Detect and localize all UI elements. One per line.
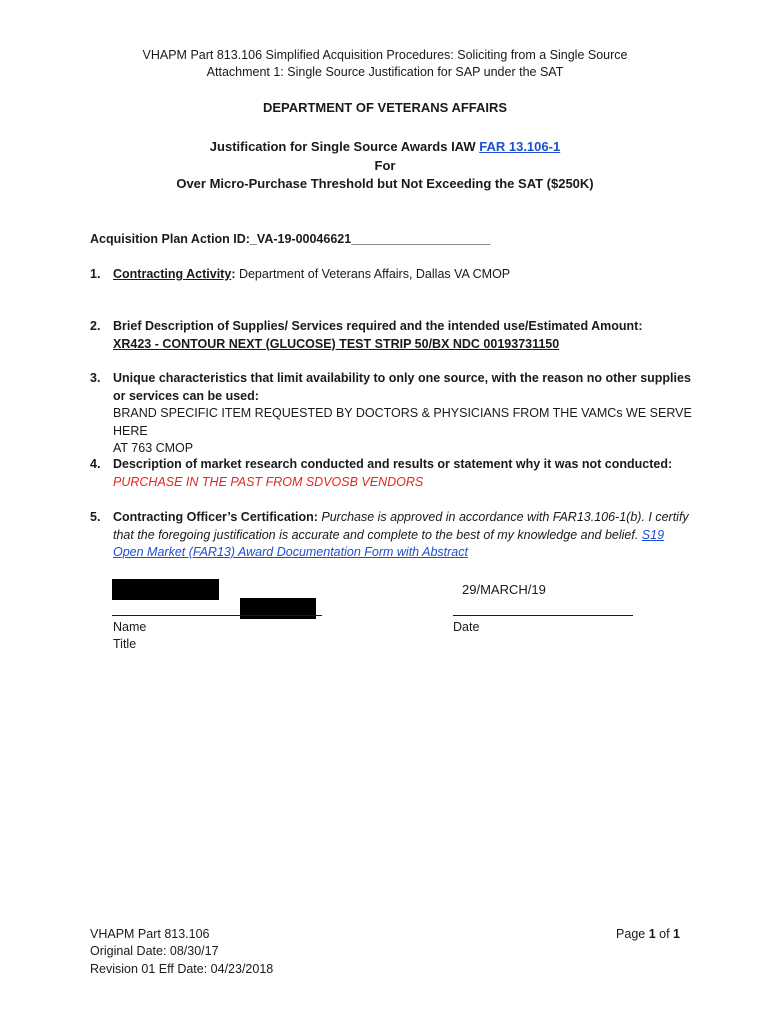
s19-form-link-part-2[interactable]: Open Market (FAR13) Award Documentation Form with Abstract <box>113 545 468 559</box>
date-value: 29/MARCH/19 <box>462 582 546 597</box>
justification-title <box>0 138 770 156</box>
footer-line-3: Revision 01 Eff Date: 04/23/2018 <box>90 962 274 976</box>
redacted-signature <box>112 579 219 600</box>
action-id: Acquisition Plan Action ID:_VA-19-00046621____________________ <box>90 232 491 246</box>
item-4-number: 4. <box>90 457 101 471</box>
page-prefix: Page <box>616 927 649 941</box>
signature-line <box>112 615 322 616</box>
item-3-label-line-1: Unique characteristics that limit availability to only one source, with the reason no other supplies <box>113 371 691 385</box>
item-5-label: Contracting Officer’s Certification: <box>113 510 318 524</box>
item-5 <box>113 509 693 562</box>
item-3 <box>113 370 693 458</box>
item-5-number: 5. <box>90 510 101 524</box>
date-line <box>453 615 633 616</box>
item-4 <box>113 456 693 491</box>
item-1-label: Contracting Activity <box>113 267 232 281</box>
page-number <box>616 926 680 944</box>
item-3-number: 3. <box>90 371 101 385</box>
item-5-text-line-2: that the foregoing justification is accurate and complete to the best of my knowledge and belief. <box>113 527 642 542</box>
item-1-colon: : <box>231 267 236 281</box>
item-5-line-3 <box>113 544 693 562</box>
justification-for: For <box>374 158 396 173</box>
justification-prefix: Justification for Single Source Awards IAW <box>209 139 480 154</box>
header-line-2: Attachment 1: Single Source Justification for SAP under the SAT <box>206 65 564 79</box>
title-label: Title <box>113 637 137 651</box>
footer-line-2: Original Date: 08/30/17 <box>90 944 219 958</box>
item-4-value: PURCHASE IN THE PAST FROM SDVOSB VENDORS <box>113 474 424 489</box>
page-current: 1 <box>648 927 656 941</box>
item-2-label: Brief Description of Supplies/ Services required and the intended use/Estimated Amount: <box>113 319 643 333</box>
item-4-label: Description of market research conducted and results or statement why it was not conducted: <box>113 457 673 471</box>
s19-form-link-part-1[interactable]: S19 <box>641 527 665 542</box>
item-2 <box>113 318 693 353</box>
header-line-1: VHAPM Part 813.106 Simplified Acquisition Procedures: Soliciting from a Single Source <box>142 48 628 62</box>
item-3-value-line-2: AT 763 CMOP <box>113 441 194 455</box>
item-3-value-line-1: BRAND SPECIFIC ITEM REQUESTED BY DOCTORS & PHYSICIANS FROM THE VAMCs WE SERVE HERE <box>113 406 692 438</box>
item-5-line-1 <box>113 509 693 527</box>
item-2-value: XR423 - CONTOUR NEXT (GLUCOSE) TEST STRIP 50/BX NDC 00193731150 <box>113 336 560 351</box>
date-label: Date <box>453 620 480 634</box>
page-of: of <box>655 927 674 941</box>
name-label: Name <box>113 620 147 634</box>
item-2-number: 2. <box>90 319 101 333</box>
item-1-value: Department of Veterans Affairs, Dallas VA CMOP <box>235 267 511 281</box>
item-3-label-line-2: or services can be used: <box>113 388 259 403</box>
item-1-number: 1. <box>90 267 101 281</box>
threshold-title: Over Micro-Purchase Threshold but Not Exceeding the SAT ($250K) <box>176 176 594 191</box>
item-1 <box>113 266 693 284</box>
department-title: DEPARTMENT OF VETERANS AFFAIRS <box>262 100 508 115</box>
far-13-106-1-link[interactable]: FAR 13.106-1 <box>479 139 561 154</box>
footer-line-1: VHAPM Part 813.106 <box>90 927 210 941</box>
page-total: 1 <box>673 927 680 941</box>
item-5-text-line-1: Purchase is approved in accordance with FAR13.106-1(b). I certify <box>317 510 689 524</box>
item-5-line-2 <box>113 527 693 545</box>
